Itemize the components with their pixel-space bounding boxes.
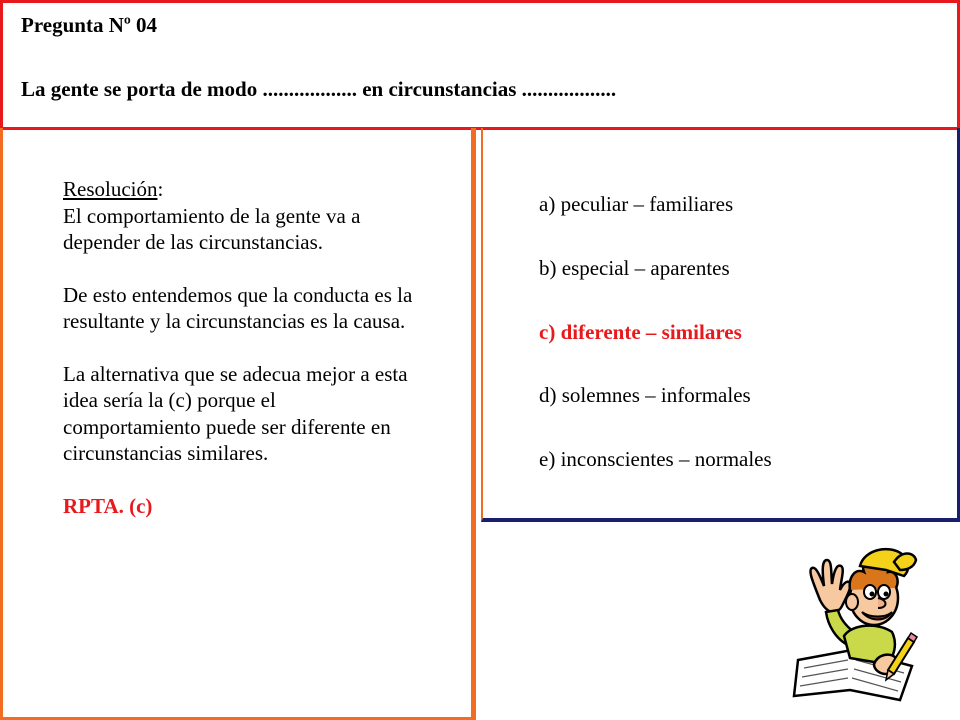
resolution-heading-colon: : — [157, 177, 164, 201]
option-e: e) inconscientes – normales — [539, 447, 772, 471]
resolution-paragraph-1: El comportamiento de la gente va a depender de las circunstancias. — [63, 203, 361, 254]
resolution-box — [0, 128, 476, 720]
cartoon-boy-writing-icon — [790, 540, 920, 715]
option-c: c) diferente – similares — [539, 320, 742, 344]
option-b: b) especial – aparentes — [539, 256, 730, 280]
option-d: d) solemnes – informales — [539, 383, 751, 407]
answer-label: RPTA. (c) — [63, 493, 153, 518]
resolution-paragraph-2: De esto entendemos que la conducta es la resultante y la circunstancias es la causa. — [63, 282, 413, 333]
question-text: La gente se porta de modo .................. en circunstancias .................. — [21, 77, 617, 101]
resolution-text — [63, 176, 413, 519]
option-a: a) peculiar – familiares — [539, 192, 734, 216]
options-box — [481, 128, 960, 522]
question-box — [0, 0, 960, 130]
resolution-paragraph-3: La alternativa que se adecua mejor a esta idea sería la (c) porque el comportamiento puede ser diferente en circunstancias similares. — [63, 361, 408, 465]
question-number: Pregunta Nº 04 — [21, 13, 158, 37]
resolution-heading: Resolución — [63, 177, 158, 201]
